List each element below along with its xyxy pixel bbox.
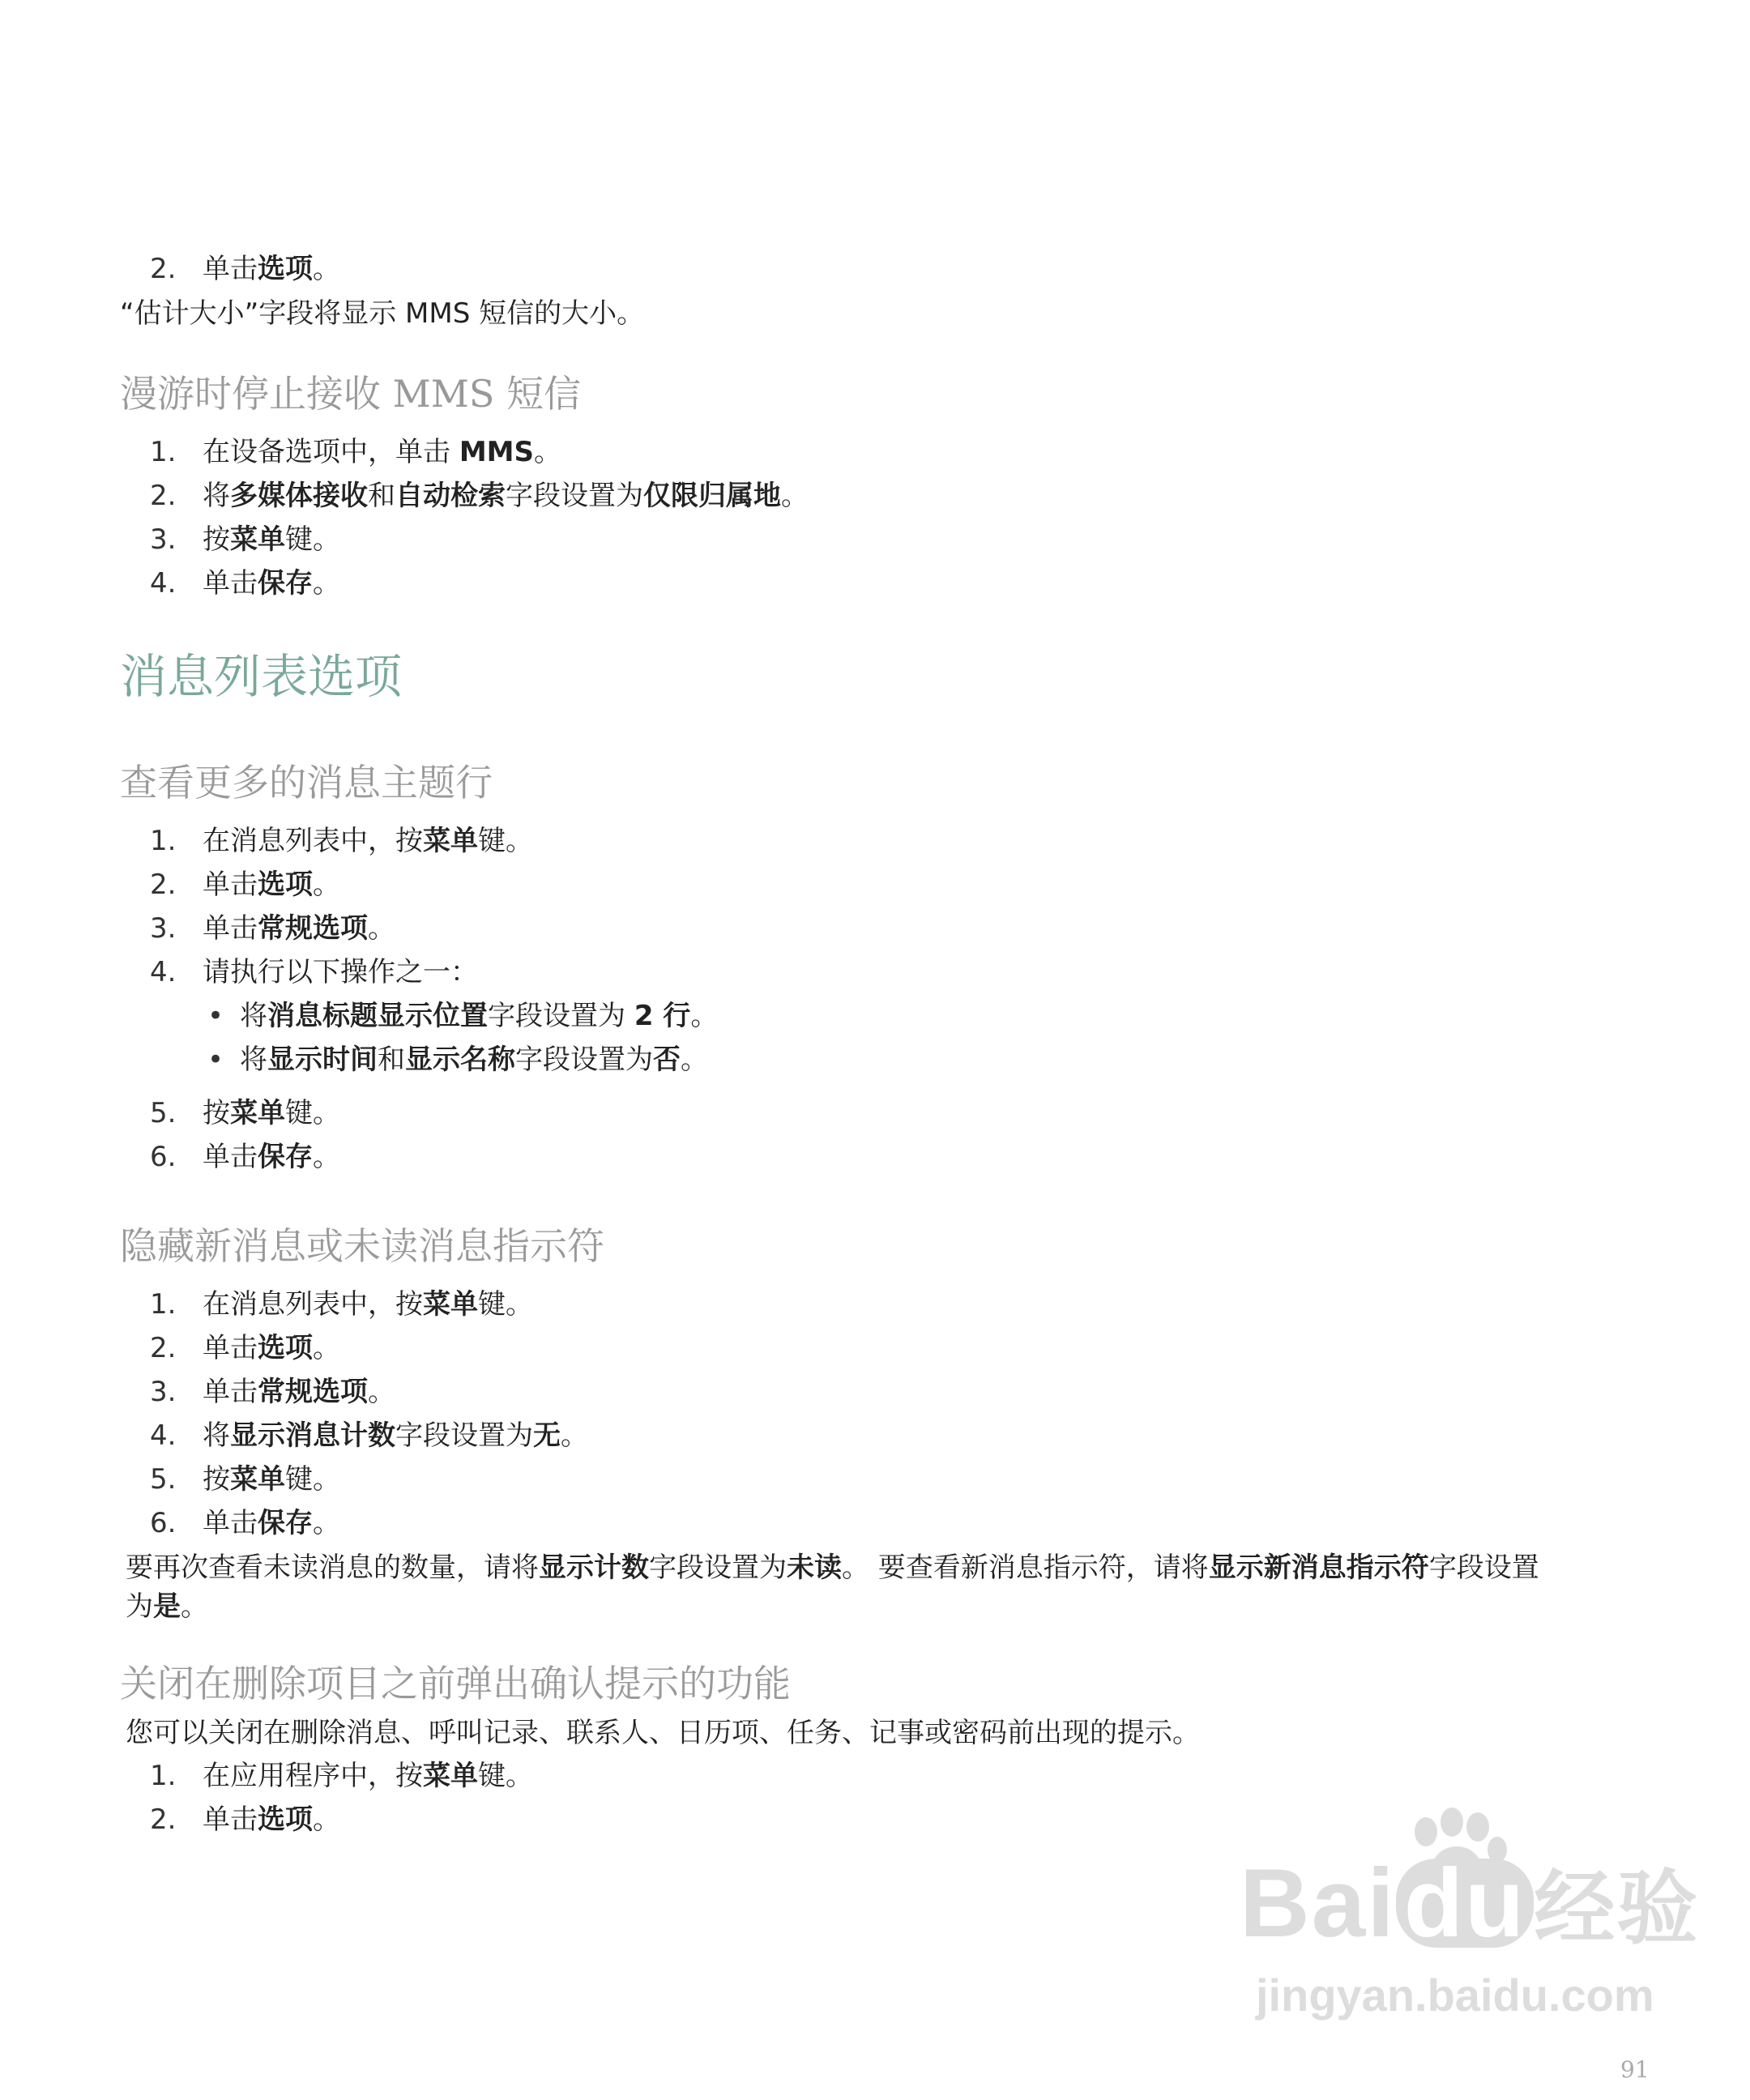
section-heading: 隐藏新消息或未读消息指示符 bbox=[120, 1224, 604, 1268]
bullet-icon: • bbox=[207, 1000, 224, 1032]
step-text: 将多媒体接收和自动检索字段设置为仅限归属地。 bbox=[203, 480, 809, 512]
step-text: 单击常规选项。 bbox=[203, 912, 395, 945]
step-number: 4. bbox=[150, 567, 177, 600]
step-number: 1. bbox=[150, 1288, 177, 1321]
step-number: 6. bbox=[150, 1507, 177, 1539]
step-text: 单击保存。 bbox=[203, 1141, 340, 1173]
intro-text: 您可以关闭在删除消息、呼叫记录、联系人、日历项、任务、记事或密码前出现的提示。 bbox=[126, 1717, 1200, 1749]
section-heading: 关闭在删除项目之前弹出确认提示的功能 bbox=[120, 1662, 791, 1705]
step-text: 单击选项。 bbox=[203, 869, 340, 901]
step-number: 1. bbox=[150, 436, 177, 468]
watermark-logo: Baidu 经验 bbox=[1240, 1849, 1700, 1957]
step-number: 2. bbox=[150, 1803, 177, 1836]
bullet-text: 将消息标题显示位置字段设置为 2 行。 bbox=[240, 1000, 719, 1032]
bullet-icon: • bbox=[207, 1044, 224, 1076]
step-number: 2. bbox=[150, 869, 177, 901]
step-number: 2. bbox=[150, 253, 177, 285]
step-number: 6. bbox=[150, 1141, 177, 1173]
step-number: 1. bbox=[150, 825, 177, 857]
step-text: 在消息列表中，按菜单键。 bbox=[203, 825, 533, 857]
chapter-heading: 消息列表选项 bbox=[120, 649, 403, 704]
step-number: 5. bbox=[150, 1097, 177, 1129]
section-heading: 漫游时停止接收 MMS 短信 bbox=[120, 372, 581, 416]
step-number: 1. bbox=[150, 1760, 177, 1792]
note-text: 要再次查看未读消息的数量，请将显示计数字段设置为未读。 要查看新消息指示符，请将显示新消息指示符字段设置 bbox=[126, 1552, 1539, 1584]
bullet-text: 将显示时间和显示名称字段设置为否。 bbox=[240, 1044, 708, 1076]
step-number: 5. bbox=[150, 1463, 177, 1496]
note-text: 为是。 bbox=[126, 1590, 208, 1623]
step-text: 在设备选项中，单击 MMS。 bbox=[203, 436, 561, 468]
step-text: 在消息列表中，按菜单键。 bbox=[203, 1288, 533, 1321]
step-number: 4. bbox=[150, 956, 177, 988]
step-text: 单击保存。 bbox=[203, 567, 340, 600]
step-text: 单击保存。 bbox=[203, 1507, 340, 1539]
step-number: 4. bbox=[150, 1419, 177, 1452]
baidu-watermark bbox=[1240, 1803, 1700, 2021]
watermark-url: jingyan.baidu.com bbox=[1256, 1970, 1654, 2021]
step-text: 按菜单键。 bbox=[203, 523, 340, 556]
section-heading: 查看更多的消息主题行 bbox=[120, 761, 493, 805]
page-number: 91 bbox=[1620, 2056, 1650, 2083]
step-text: 单击选项。 bbox=[203, 1803, 340, 1836]
step-text: 按菜单键。 bbox=[203, 1463, 340, 1496]
step-number: 3. bbox=[150, 523, 177, 556]
step-text: 单击选项。 bbox=[203, 253, 340, 285]
note-text: “估计大小”字段将显示 MMS 短信的大小。 bbox=[120, 297, 645, 330]
step-number: 2. bbox=[150, 1332, 177, 1364]
step-text: 按菜单键。 bbox=[203, 1097, 340, 1129]
step-text: 单击常规选项。 bbox=[203, 1376, 395, 1408]
step-text: 请执行以下操作之一： bbox=[203, 956, 478, 988]
step-text: 单击选项。 bbox=[203, 1332, 340, 1364]
step-text: 在应用程序中，按菜单键。 bbox=[203, 1760, 533, 1792]
step-number: 2. bbox=[150, 480, 177, 512]
step-text: 将显示消息计数字段设置为无。 bbox=[203, 1419, 588, 1452]
step-number: 3. bbox=[150, 1376, 177, 1408]
step-number: 3. bbox=[150, 912, 177, 945]
